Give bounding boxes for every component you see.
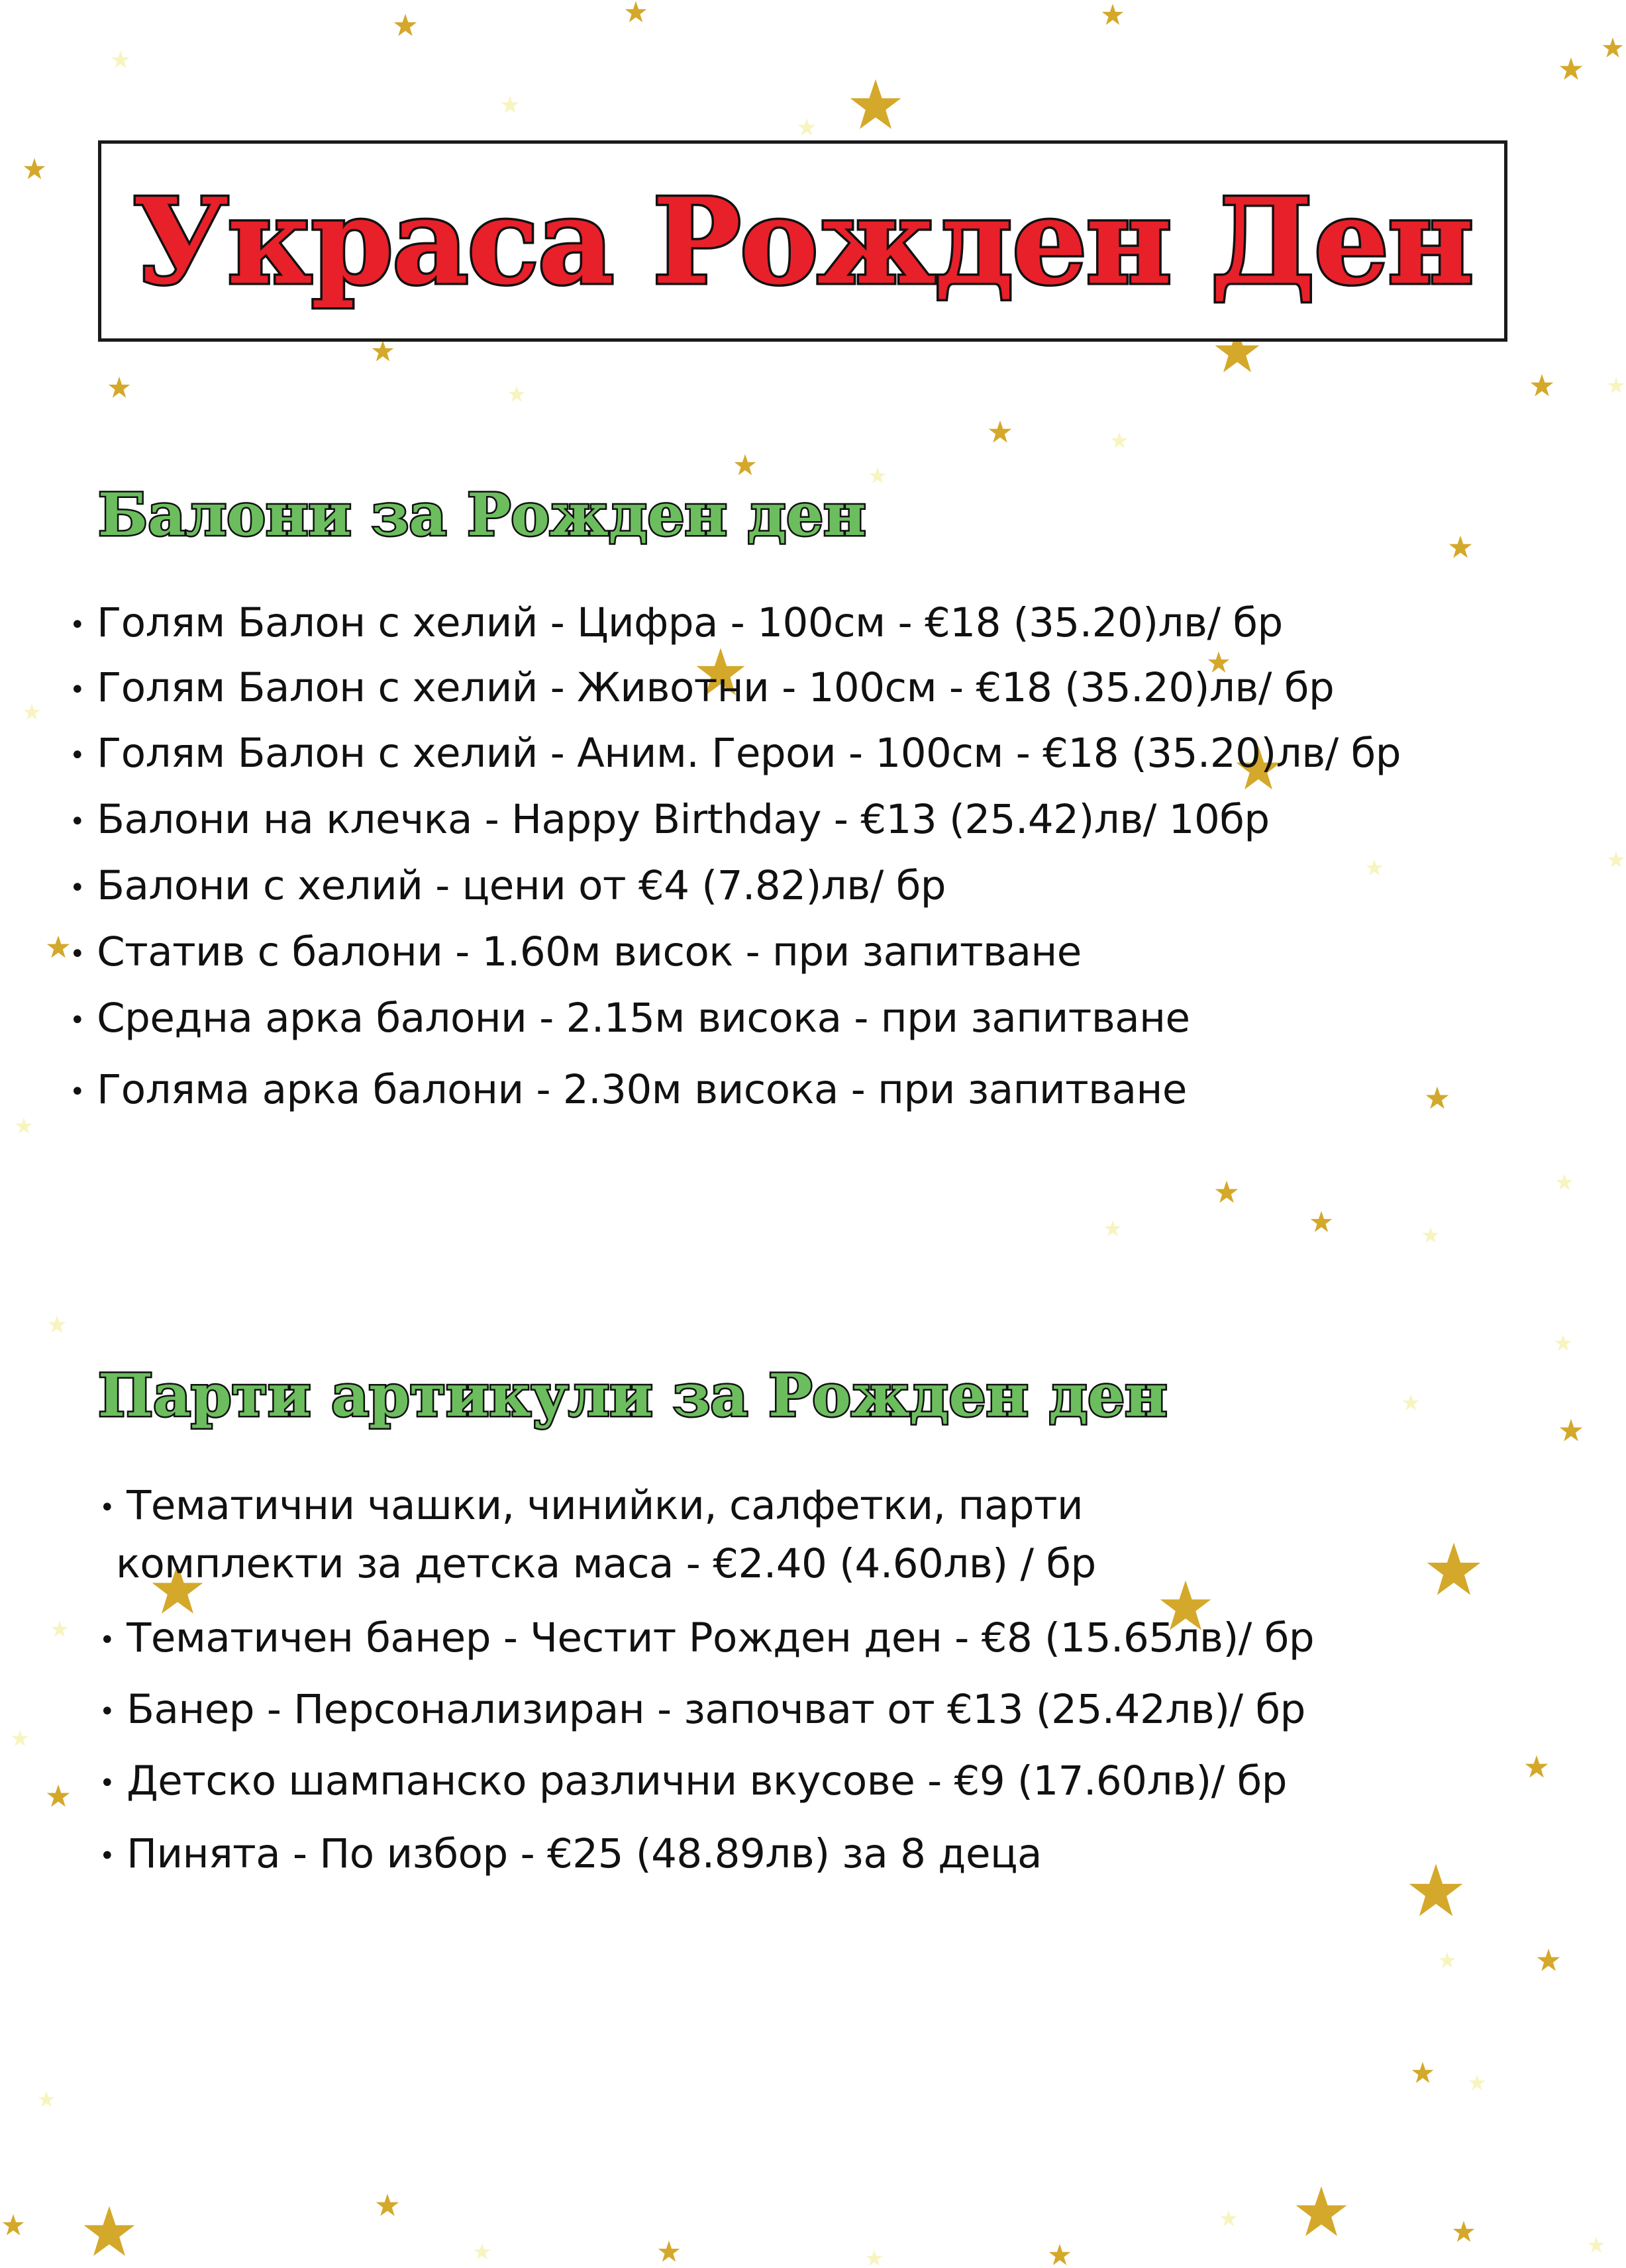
section-heading-party: Парти артикули за Рожден ден (98, 1361, 1168, 1430)
star-icon (1425, 1086, 1449, 1110)
list-item (70, 730, 1401, 777)
star-icon (1537, 1948, 1560, 1972)
item-text: Балони с хелий - цени от €4 (7.82)лв/ бр (97, 862, 946, 909)
bullet: • (70, 1077, 85, 1108)
title-box (98, 140, 1507, 342)
star-icon (866, 2249, 883, 2267)
bullet: • (70, 807, 85, 838)
star-icon (46, 935, 70, 959)
list-item (99, 1482, 1083, 1529)
star-icon (111, 50, 130, 69)
star-icon (1530, 373, 1554, 397)
list-item-continuation: комплекти за детска маса - €2.40 (4.60лв) / бр (116, 1540, 1096, 1587)
item-text: Статив с балони - 1.60м висок - при запитване (97, 928, 1082, 975)
star-icon (1588, 2236, 1605, 2253)
star-icon (734, 454, 756, 476)
star-icon (2, 2214, 25, 2236)
bullet: • (70, 873, 85, 904)
list-item (70, 599, 1283, 646)
star-icon (15, 1117, 32, 1134)
star-icon (1101, 3, 1124, 26)
star-icon (1422, 1226, 1439, 1244)
list-item (99, 1830, 1042, 1877)
list-item (70, 928, 1082, 975)
list-item (70, 664, 1334, 711)
star-icon (1295, 2185, 1348, 2238)
item-text: Голям Балон с хелий - Животни - 100см - €18 (35.20)лв/ бр (97, 664, 1335, 711)
list-item (70, 862, 946, 909)
star-icon (38, 2091, 55, 2108)
star-icon (988, 420, 1012, 444)
star-icon (869, 467, 886, 484)
page-title: Украса Рожден Ден (132, 172, 1473, 311)
star-icon (108, 376, 130, 399)
star-icon (376, 2193, 399, 2217)
star-icon (658, 2240, 680, 2263)
star-icon (1439, 1951, 1456, 1969)
bullet: • (99, 1625, 115, 1656)
star-icon (1559, 57, 1583, 81)
star-icon (51, 1620, 68, 1638)
list-item (70, 796, 1270, 843)
bullet: • (99, 1493, 115, 1524)
star-icon (393, 13, 417, 37)
star-icon (1366, 859, 1383, 876)
star-icon (508, 385, 525, 403)
star-icon (1310, 1210, 1333, 1233)
item-text: Голяма арка балони - 2.30м висока - при запитване (97, 1066, 1187, 1113)
star-icon (23, 703, 40, 720)
star-icon (1468, 2074, 1486, 2091)
bullet: • (70, 939, 85, 970)
star-icon (46, 1784, 70, 1808)
star-icon (372, 340, 394, 362)
star-icon (1402, 1394, 1419, 1411)
star-icon (48, 1315, 66, 1334)
bullet: • (99, 1697, 115, 1728)
star-icon (1448, 535, 1472, 559)
bullet: • (99, 1841, 115, 1872)
list-item (70, 995, 1190, 1042)
bullet: • (70, 1005, 85, 1036)
star-icon (11, 1730, 28, 1747)
bullet: • (70, 675, 85, 706)
star-icon (797, 118, 816, 136)
bullet: • (99, 1768, 115, 1799)
star-icon (1554, 1334, 1572, 1352)
star-icon (625, 1, 647, 23)
star-icon (1408, 1863, 1464, 1918)
bullet: • (70, 610, 85, 641)
star-icon (1525, 1755, 1549, 1779)
item-text: Тематични чашки, чинийки, салфетки, парти (127, 1482, 1084, 1529)
star-icon (1602, 37, 1623, 58)
item-text: Средна арка балони - 2.15м висока - при запитване (97, 995, 1190, 1042)
star-icon (23, 158, 46, 180)
item-text: Голям Балон с хелий - Цифра - 100см - €18 (35.20)лв/ бр (97, 599, 1283, 646)
star-icon (1607, 377, 1625, 394)
item-text: Банер - Персонализиран - започват от €13 (25.42лв)/ бр (127, 1686, 1305, 1733)
star-icon (1111, 432, 1128, 449)
item-text: Детско шампанско различни вкусове - €9 (17.60лв)/ бр (127, 1757, 1287, 1804)
star-icon (1411, 2061, 1434, 2084)
star-icon (1048, 2243, 1071, 2266)
star-icon (501, 95, 519, 114)
star-icon (83, 2205, 136, 2258)
star-icon (1426, 1542, 1482, 1597)
star-icon (1215, 1180, 1239, 1204)
item-text: Балони на клечка - Happy Birthday - €13 (25.42)лв/ 10бр (97, 796, 1270, 843)
star-icon (474, 2243, 491, 2260)
star-icon (1559, 1418, 1583, 1442)
list-item (99, 1686, 1305, 1733)
item-text: Пинята - По избор - €25 (48.89лв) за 8 деца (127, 1830, 1042, 1877)
list-item (99, 1614, 1314, 1661)
item-text: Тематичен банер - Честит Рожден ден - €8 (15.65лв)/ бр (127, 1614, 1315, 1661)
list-item (99, 1757, 1287, 1804)
bullet: • (70, 740, 85, 771)
star-icon (1556, 1173, 1573, 1191)
item-text: Голям Балон с хелий - Аним. Герои - 100см - €18 (35.20)лв/ бр (97, 730, 1401, 777)
star-icon (1452, 2220, 1475, 2243)
star-icon (1104, 1220, 1121, 1237)
section-heading-balloons: Балони за Рожден ден (98, 480, 866, 549)
star-icon (849, 78, 902, 131)
star-icon (1220, 2210, 1237, 2227)
star-icon (1607, 851, 1625, 868)
list-item (70, 1066, 1187, 1113)
